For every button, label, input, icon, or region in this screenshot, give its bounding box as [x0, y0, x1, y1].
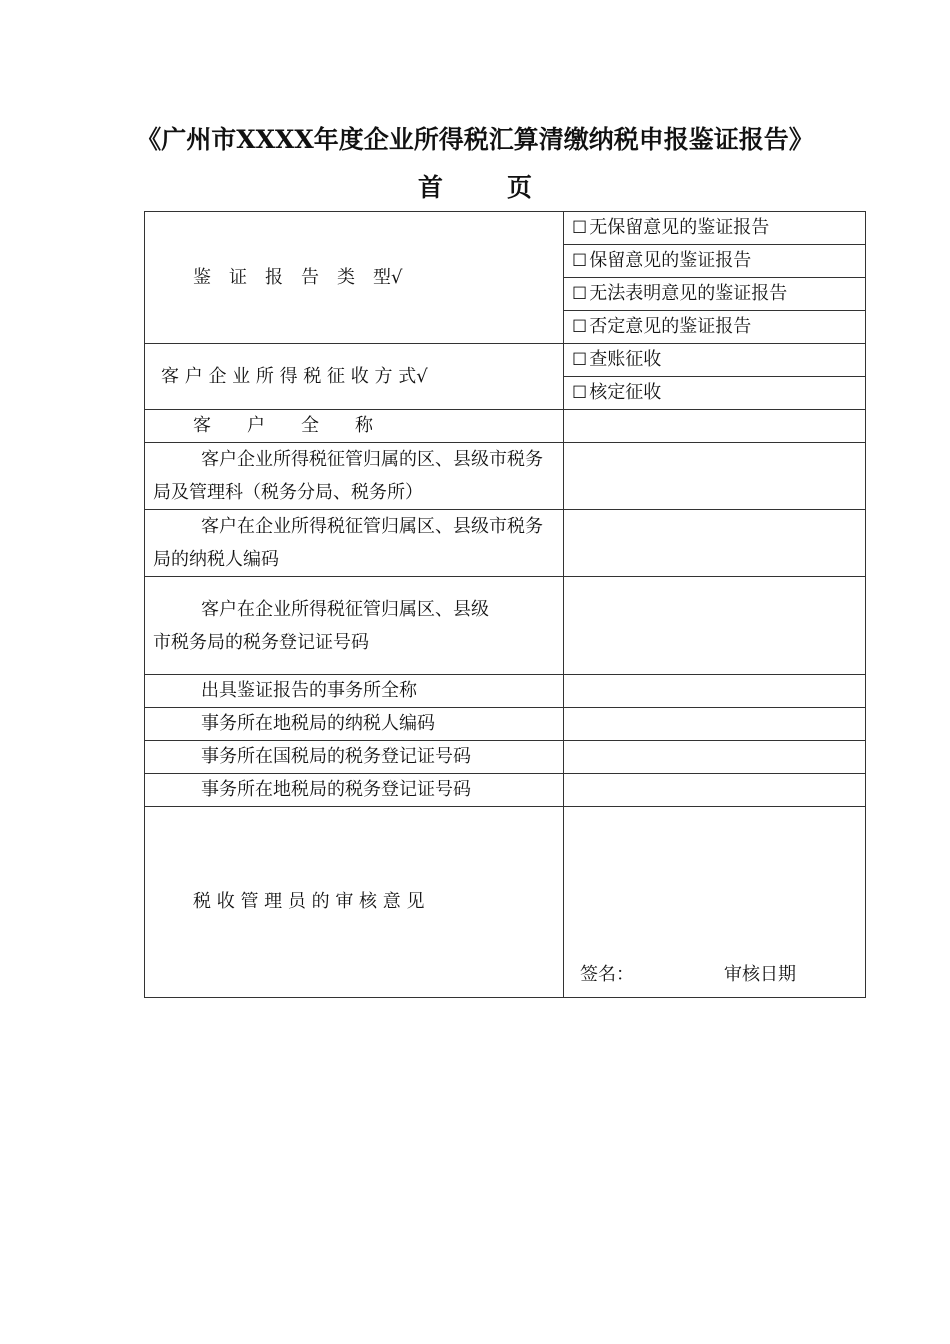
firm-local-taxpayer-id-row — [145, 708, 866, 741]
checkbox-icon[interactable]: ☐ — [572, 251, 588, 271]
collection-option-audit[interactable]: ☐ 查账征收 — [564, 344, 866, 377]
checkbox-icon[interactable]: ☐ — [572, 350, 588, 370]
firm-local-taxpayer-id-value[interactable] — [564, 708, 866, 741]
tax-registration-value[interactable] — [564, 577, 866, 675]
taxpayer-id-label: 客户在企业所得税征管归属区、县级市税务局的纳税人编码 — [145, 510, 564, 577]
document-title: 《广州市XXXX年度企业所得税汇算清缴纳税申报鉴证报告》 — [136, 125, 814, 154]
client-name-row — [145, 410, 866, 443]
firm-local-taxpayer-id-label: 事务所在地税局的纳税人编码 — [145, 708, 564, 741]
report-type-option-qualified[interactable]: ☐ 保留意见的鉴证报告 — [564, 245, 866, 278]
audit-date-label: 审核日期 — [724, 964, 796, 985]
firm-national-reg-label: 事务所在国税局的税务登记证号码 — [145, 741, 564, 774]
report-type-label: 鉴 证 报 告 类 型√ — [145, 212, 564, 344]
firm-national-reg-value[interactable] — [564, 741, 866, 774]
taxpayer-id-row — [145, 510, 866, 577]
firm-local-reg-label: 事务所在地税局的税务登记证号码 — [145, 774, 564, 807]
collection-option-assessed[interactable]: ☐ 核定征收 — [564, 377, 866, 410]
report-type-option-unqualified[interactable]: ☐ 无保留意见的鉴证报告 — [564, 212, 866, 245]
signature-label: 签名： — [580, 964, 634, 985]
tax-registration-label: 客户在企业所得税征管归属区、县级 市税务局的税务登记证号码 — [145, 577, 564, 675]
tax-bureau-value[interactable] — [564, 443, 866, 510]
report-type-option-adverse[interactable]: ☐ 否定意见的鉴证报告 — [564, 311, 866, 344]
collection-method-label: 客 户 企 业 所 得 税 征 收 方 式√ — [145, 344, 564, 410]
report-type-row — [145, 212, 866, 245]
report-type-option-disclaimer[interactable]: ☐ 无法表明意见的鉴证报告 — [564, 278, 866, 311]
client-name-label: 客 户 全 称 — [145, 410, 564, 443]
tax-bureau-label: 客户企业所得税征管归属的区、县级市税务局及管理科（税务分局、税务所） — [145, 443, 564, 510]
client-name-value[interactable] — [564, 410, 866, 443]
firm-local-reg-value[interactable] — [564, 774, 866, 807]
firm-name-value[interactable] — [564, 675, 866, 708]
checkbox-icon[interactable]: ☐ — [572, 317, 588, 337]
taxpayer-id-value[interactable] — [564, 510, 866, 577]
tax-bureau-row — [145, 443, 866, 510]
page-heading-char-2: 页 — [507, 173, 533, 202]
page-heading-char-1: 首 — [417, 173, 443, 202]
checkbox-icon[interactable]: ☐ — [572, 284, 588, 304]
tax-registration-row — [145, 577, 866, 675]
checkbox-icon[interactable]: ☐ — [572, 383, 588, 403]
declaration-form-table — [144, 211, 866, 998]
page-heading — [0, 168, 950, 204]
opinion-label: 税 收 管 理 员 的 审 核 意 见 — [145, 807, 564, 998]
firm-local-reg-row — [145, 774, 866, 807]
firm-name-label: 出具鉴证报告的事务所全称 — [145, 675, 564, 708]
opinion-row — [145, 807, 866, 998]
firm-name-row — [145, 675, 866, 708]
checkbox-icon[interactable]: ☐ — [572, 218, 588, 238]
collection-method-row — [145, 344, 866, 377]
opinion-value[interactable] — [564, 807, 866, 998]
firm-national-reg-row — [145, 741, 866, 774]
